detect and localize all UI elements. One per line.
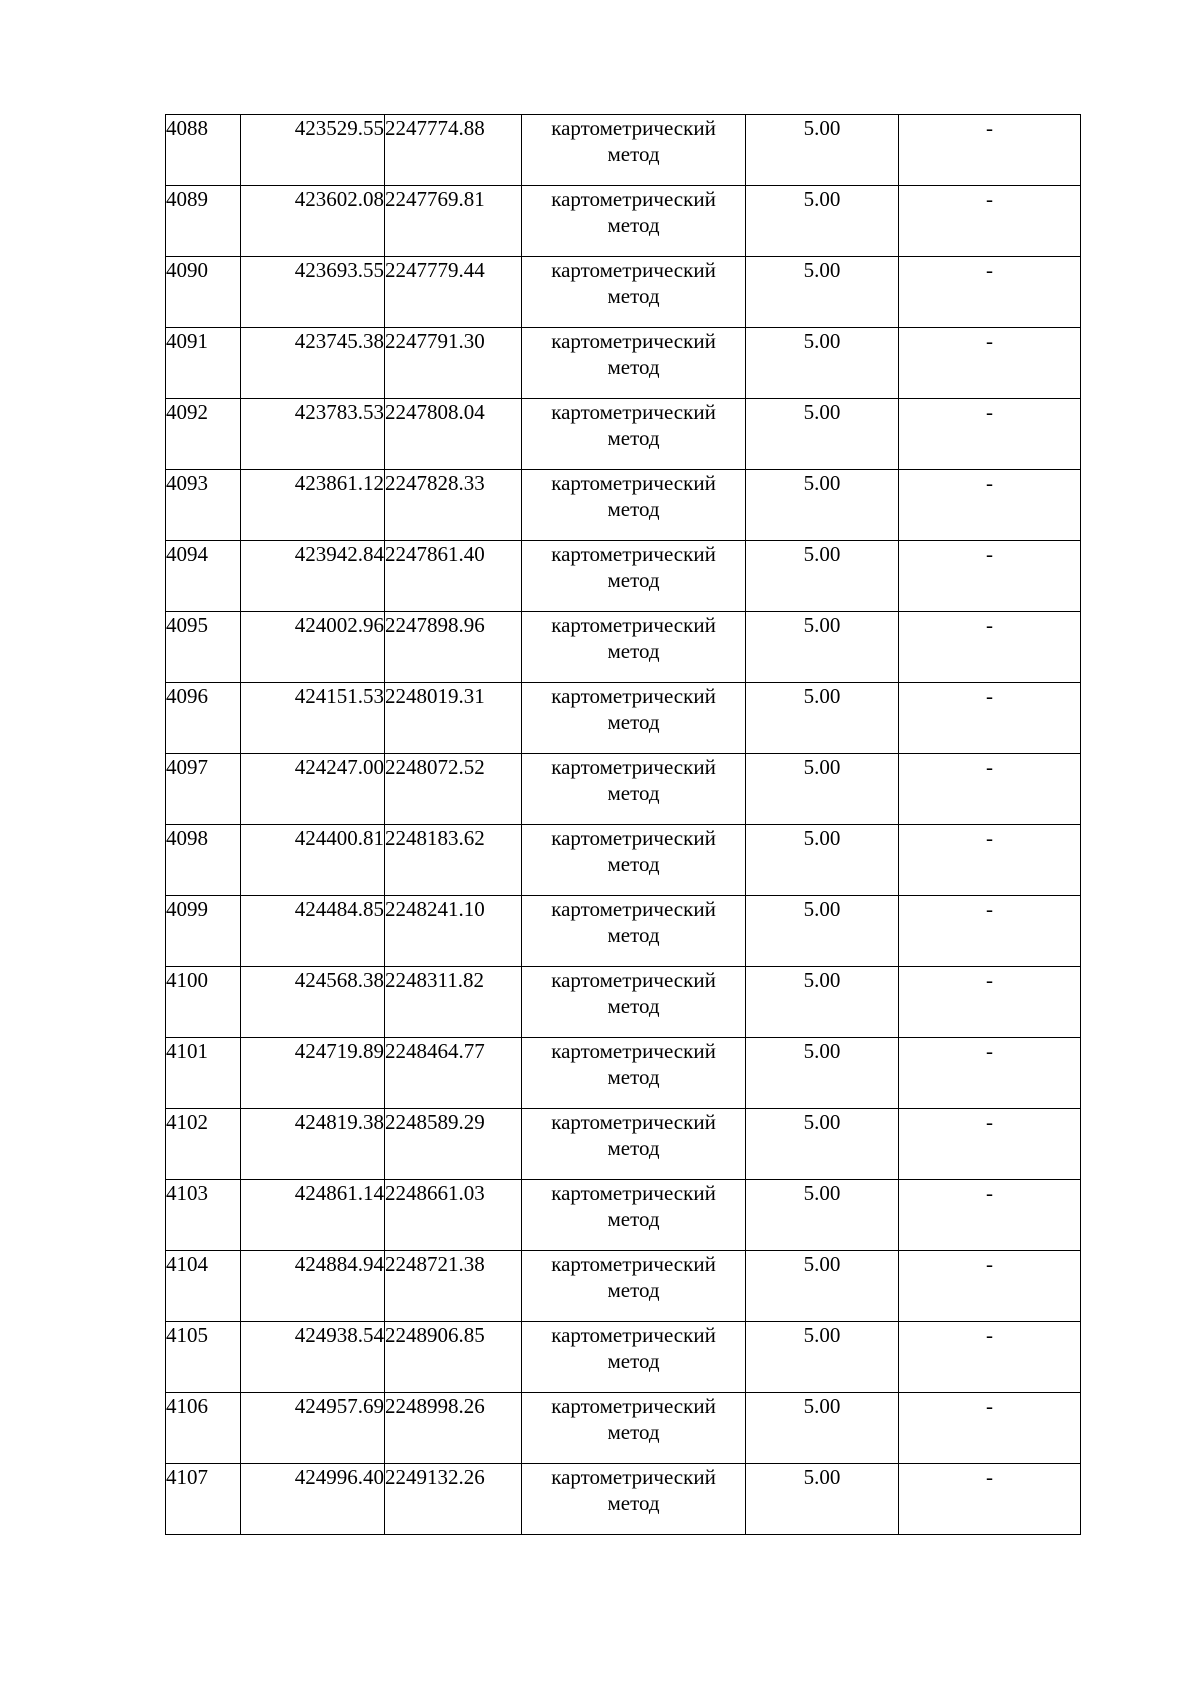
description-cell: - — [899, 186, 1081, 257]
method-cell — [522, 1180, 746, 1251]
method-cell — [522, 115, 746, 186]
point-number-cell: 4095 — [166, 612, 241, 683]
y-coordinate-cell: 2247828.33 — [385, 470, 522, 541]
description-cell: - — [899, 1251, 1081, 1322]
description-cell: - — [899, 896, 1081, 967]
method-line-1: картометрический — [551, 1181, 716, 1205]
method-cell — [522, 470, 746, 541]
x-coordinate-cell: 424861.14 — [241, 1180, 385, 1251]
y-coordinate-cell: 2248661.03 — [385, 1180, 522, 1251]
description-cell: - — [899, 1393, 1081, 1464]
y-coordinate-cell: 2248721.38 — [385, 1251, 522, 1322]
accuracy-cell: 5.00 — [746, 186, 899, 257]
table-row — [166, 1180, 1081, 1251]
point-number-cell: 4092 — [166, 399, 241, 470]
accuracy-cell: 5.00 — [746, 683, 899, 754]
point-number-cell: 4094 — [166, 541, 241, 612]
method-line-1: картометрический — [551, 258, 716, 282]
accuracy-cell: 5.00 — [746, 1038, 899, 1109]
method-line-1: картометрический — [551, 1323, 716, 1347]
accuracy-cell: 5.00 — [746, 1393, 899, 1464]
point-number-cell: 4098 — [166, 825, 241, 896]
accuracy-cell: 5.00 — [746, 896, 899, 967]
method-line-2: метод — [607, 1065, 660, 1089]
x-coordinate-cell: 423861.12 — [241, 470, 385, 541]
point-number-cell: 4102 — [166, 1109, 241, 1180]
y-coordinate-cell: 2248241.10 — [385, 896, 522, 967]
x-coordinate-cell: 423693.55 — [241, 257, 385, 328]
method-cell — [522, 1038, 746, 1109]
accuracy-cell: 5.00 — [746, 399, 899, 470]
table-row — [166, 754, 1081, 825]
method-line-1: картометрический — [551, 684, 716, 708]
method-line-1: картометрический — [551, 1039, 716, 1063]
method-line-2: метод — [607, 1278, 660, 1302]
method-line-2: метод — [607, 1207, 660, 1231]
x-coordinate-cell: 423745.38 — [241, 328, 385, 399]
method-line-2: метод — [607, 426, 660, 450]
method-line-2: метод — [607, 710, 660, 734]
method-line-2: метод — [607, 1136, 660, 1160]
description-cell: - — [899, 470, 1081, 541]
method-line-1: картометрический — [551, 1110, 716, 1134]
point-number-cell: 4104 — [166, 1251, 241, 1322]
point-number-cell: 4088 — [166, 115, 241, 186]
method-cell — [522, 1393, 746, 1464]
x-coordinate-cell: 423783.53 — [241, 399, 385, 470]
accuracy-cell: 5.00 — [746, 967, 899, 1038]
method-line-1: картометрический — [551, 400, 716, 424]
method-cell — [522, 683, 746, 754]
method-line-2: метод — [607, 852, 660, 876]
accuracy-cell: 5.00 — [746, 1251, 899, 1322]
accuracy-cell: 5.00 — [746, 115, 899, 186]
y-coordinate-cell: 2248589.29 — [385, 1109, 522, 1180]
accuracy-cell: 5.00 — [746, 1109, 899, 1180]
method-cell — [522, 1109, 746, 1180]
x-coordinate-cell: 424719.89 — [241, 1038, 385, 1109]
x-coordinate-cell: 424002.96 — [241, 612, 385, 683]
x-coordinate-cell: 424400.81 — [241, 825, 385, 896]
x-coordinate-cell: 423602.08 — [241, 186, 385, 257]
method-cell — [522, 1464, 746, 1535]
table-row — [166, 967, 1081, 1038]
table-row — [166, 115, 1081, 186]
method-cell — [522, 257, 746, 328]
table-row — [166, 399, 1081, 470]
table-row — [166, 541, 1081, 612]
method-cell — [522, 754, 746, 825]
description-cell: - — [899, 1464, 1081, 1535]
point-number-cell: 4091 — [166, 328, 241, 399]
method-line-1: картометрический — [551, 471, 716, 495]
method-cell — [522, 825, 746, 896]
method-line-1: картометрический — [551, 1465, 716, 1489]
method-cell — [522, 541, 746, 612]
accuracy-cell: 5.00 — [746, 825, 899, 896]
method-line-2: метод — [607, 994, 660, 1018]
description-cell: - — [899, 257, 1081, 328]
table-row — [166, 825, 1081, 896]
description-cell: - — [899, 1038, 1081, 1109]
table-row — [166, 896, 1081, 967]
accuracy-cell: 5.00 — [746, 1464, 899, 1535]
point-number-cell: 4103 — [166, 1180, 241, 1251]
x-coordinate-cell: 423529.55 — [241, 115, 385, 186]
point-number-cell: 4105 — [166, 1322, 241, 1393]
accuracy-cell: 5.00 — [746, 541, 899, 612]
method-line-1: картометрический — [551, 897, 716, 921]
method-cell — [522, 399, 746, 470]
point-number-cell: 4100 — [166, 967, 241, 1038]
y-coordinate-cell: 2247808.04 — [385, 399, 522, 470]
y-coordinate-cell: 2248072.52 — [385, 754, 522, 825]
table-row — [166, 1109, 1081, 1180]
point-number-cell: 4096 — [166, 683, 241, 754]
method-line-1: картометрический — [551, 755, 716, 779]
table-row — [166, 1393, 1081, 1464]
method-line-2: метод — [607, 497, 660, 521]
method-line-2: метод — [607, 284, 660, 308]
description-cell: - — [899, 825, 1081, 896]
y-coordinate-cell: 2248464.77 — [385, 1038, 522, 1109]
point-number-cell: 4107 — [166, 1464, 241, 1535]
x-coordinate-cell: 424247.00 — [241, 754, 385, 825]
method-line-1: картометрический — [551, 116, 716, 140]
method-cell — [522, 896, 746, 967]
y-coordinate-cell: 2248998.26 — [385, 1393, 522, 1464]
point-number-cell: 4089 — [166, 186, 241, 257]
coordinates-table — [165, 114, 1081, 1535]
y-coordinate-cell: 2248906.85 — [385, 1322, 522, 1393]
description-cell: - — [899, 1109, 1081, 1180]
y-coordinate-cell: 2248183.62 — [385, 825, 522, 896]
method-line-2: метод — [607, 639, 660, 663]
y-coordinate-cell: 2248311.82 — [385, 967, 522, 1038]
y-coordinate-cell: 2247861.40 — [385, 541, 522, 612]
point-number-cell: 4106 — [166, 1393, 241, 1464]
coordinates-table-body — [166, 115, 1081, 1535]
x-coordinate-cell: 424484.85 — [241, 896, 385, 967]
point-number-cell: 4093 — [166, 470, 241, 541]
x-coordinate-cell: 424819.38 — [241, 1109, 385, 1180]
point-number-cell: 4097 — [166, 754, 241, 825]
y-coordinate-cell: 2248019.31 — [385, 683, 522, 754]
x-coordinate-cell: 424957.69 — [241, 1393, 385, 1464]
method-line-2: метод — [607, 923, 660, 947]
x-coordinate-cell: 424151.53 — [241, 683, 385, 754]
method-line-2: метод — [607, 1420, 660, 1444]
method-line-2: метод — [607, 213, 660, 237]
y-coordinate-cell: 2247769.81 — [385, 186, 522, 257]
x-coordinate-cell: 424996.40 — [241, 1464, 385, 1535]
table-row — [166, 257, 1081, 328]
description-cell: - — [899, 967, 1081, 1038]
point-number-cell: 4090 — [166, 257, 241, 328]
description-cell: - — [899, 541, 1081, 612]
method-line-2: метод — [607, 355, 660, 379]
table-row — [166, 470, 1081, 541]
y-coordinate-cell: 2247774.88 — [385, 115, 522, 186]
y-coordinate-cell: 2249132.26 — [385, 1464, 522, 1535]
accuracy-cell: 5.00 — [746, 754, 899, 825]
description-cell: - — [899, 1322, 1081, 1393]
table-row — [166, 1038, 1081, 1109]
method-line-1: картометрический — [551, 542, 716, 566]
table-row — [166, 1464, 1081, 1535]
description-cell: - — [899, 399, 1081, 470]
table-row — [166, 612, 1081, 683]
method-line-2: метод — [607, 781, 660, 805]
method-line-1: картометрический — [551, 329, 716, 353]
table-row — [166, 1251, 1081, 1322]
y-coordinate-cell: 2247779.44 — [385, 257, 522, 328]
method-cell — [522, 612, 746, 683]
point-number-cell: 4101 — [166, 1038, 241, 1109]
accuracy-cell: 5.00 — [746, 328, 899, 399]
method-line-1: картометрический — [551, 1394, 716, 1418]
method-cell — [522, 967, 746, 1038]
method-line-1: картометрический — [551, 968, 716, 992]
method-line-1: картометрический — [551, 1252, 716, 1276]
description-cell: - — [899, 683, 1081, 754]
accuracy-cell: 5.00 — [746, 257, 899, 328]
description-cell: - — [899, 1180, 1081, 1251]
accuracy-cell: 5.00 — [746, 1180, 899, 1251]
method-cell — [522, 1251, 746, 1322]
method-line-2: метод — [607, 1349, 660, 1373]
method-line-1: картометрический — [551, 187, 716, 211]
description-cell: - — [899, 612, 1081, 683]
method-cell — [522, 328, 746, 399]
x-coordinate-cell: 424884.94 — [241, 1251, 385, 1322]
description-cell: - — [899, 754, 1081, 825]
method-cell — [522, 1322, 746, 1393]
description-cell: - — [899, 328, 1081, 399]
table-row — [166, 683, 1081, 754]
x-coordinate-cell: 424568.38 — [241, 967, 385, 1038]
x-coordinate-cell: 423942.84 — [241, 541, 385, 612]
accuracy-cell: 5.00 — [746, 1322, 899, 1393]
description-cell: - — [899, 115, 1081, 186]
table-row — [166, 328, 1081, 399]
method-line-1: картометрический — [551, 826, 716, 850]
method-cell — [522, 186, 746, 257]
table-row — [166, 186, 1081, 257]
accuracy-cell: 5.00 — [746, 470, 899, 541]
y-coordinate-cell: 2247791.30 — [385, 328, 522, 399]
method-line-2: метод — [607, 568, 660, 592]
y-coordinate-cell: 2247898.96 — [385, 612, 522, 683]
point-number-cell: 4099 — [166, 896, 241, 967]
table-row — [166, 1322, 1081, 1393]
method-line-2: метод — [607, 1491, 660, 1515]
x-coordinate-cell: 424938.54 — [241, 1322, 385, 1393]
method-line-1: картометрический — [551, 613, 716, 637]
accuracy-cell: 5.00 — [746, 612, 899, 683]
method-line-2: метод — [607, 142, 660, 166]
